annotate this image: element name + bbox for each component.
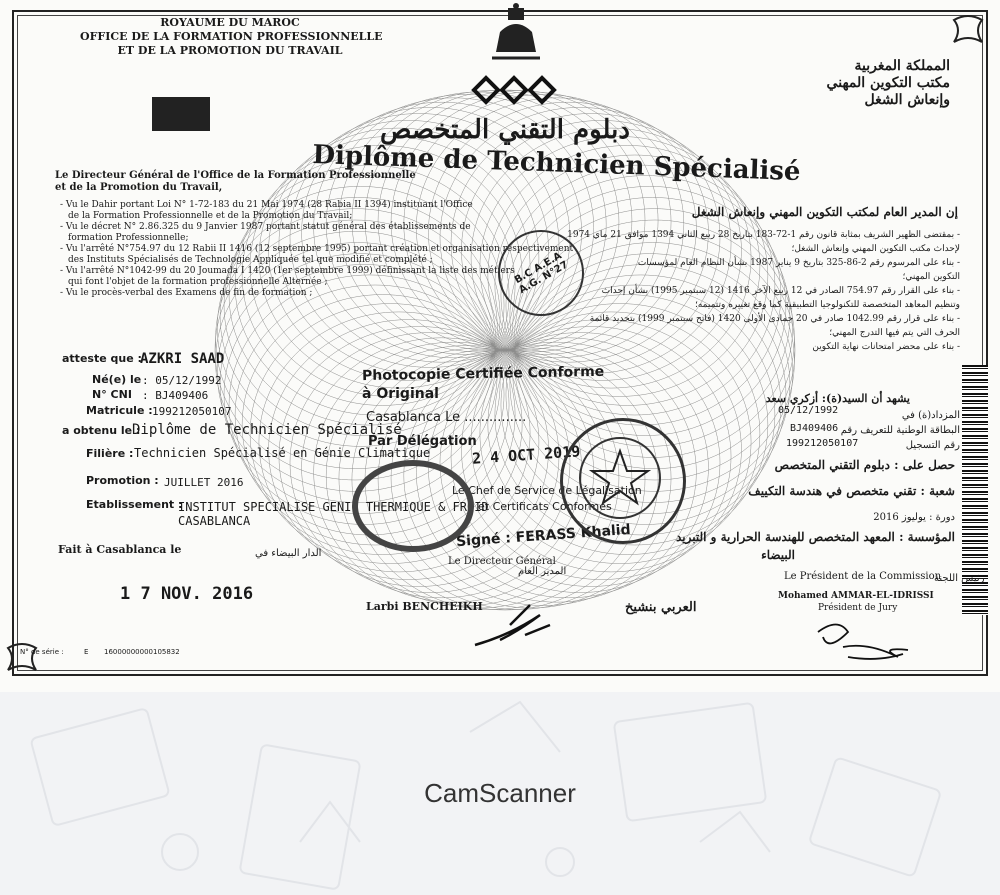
dg-title-ar: المدير العام [518, 566, 567, 577]
dg-title: Le Directeur Général [448, 556, 556, 567]
camscanner-label: CamScanner [424, 778, 576, 808]
matricule-value: 199212050107 [152, 405, 232, 418]
stamp-signer: Signé : FERASS Khalid [455, 521, 632, 551]
ne-value: : 05/12/1992 [142, 374, 222, 387]
star-seal-icon [563, 421, 677, 535]
matricule-ar-value: 199212050107 [786, 438, 859, 449]
corner-ornament-icon [950, 12, 986, 48]
atteste-label: atteste que : [62, 352, 142, 365]
serial-letter: E [84, 648, 89, 656]
serial-label: N° de série : [20, 648, 64, 656]
cni-ar-value: BJ409406 [790, 423, 839, 434]
filiere-value: Technicien Spécialisé en Génie Climatique [134, 446, 431, 460]
session-ar: دورة : يوليوز 2016 [873, 512, 955, 523]
header-ar: المملكة المغربية مكتب التكوين المهني وإنعاش الشغل [826, 58, 950, 108]
stamp-line2: à Original [362, 386, 439, 402]
ofppt-logo [470, 70, 562, 110]
cni-ar-label: البطاقة الوطنية للتعريف رقم [840, 425, 960, 436]
atteste-value: AZKRI SAAD [140, 351, 225, 367]
filiere-ar: شعبة : تقني متخصص في هندسة التكييف [748, 484, 955, 498]
round-stamp-bc: B.C A.E.A A.G. N°27 [498, 230, 584, 316]
president-role: Président de Jury [818, 603, 898, 613]
filiere-label: Filière : [86, 447, 134, 460]
stamp-date: 2 4 OCT 2019 [471, 442, 581, 468]
promotion-value: JUILLET 2016 [164, 476, 244, 489]
preamble-list-ar: - بمقتضى الظهير الشريف بمثابة قانون رقم 1-72-183 بتاريخ 28 ربيع الثاني 1394 موافق 21 ماي 1974 لإحداث مكتب التكوين المهني وإنعاش الشغل؛ - بناء على المرسوم رقم 2-86-325 بتاريخ 9 يناير 1987 بشأن النظام العام لمؤسسات التكوين المهني؛ - بناء على القرار رقم 754.97 الصادر في 12 ربيع الآخر 1416 (12 سبتمبر 1995) بشأن إحداث وتنظيم المعاهد المتخصصة للتكنولوجيا التطبيقية كما وقع تغييره وتتميمه؛ - بناء على قرار رقم 1042.99 صادر في 20 جمادى الأولى 1420 (فاتح سبتمبر 1999) بتحديد قائمة الحرف التي يتم فيها التدرج المهني؛ - بناء على محضر امتحانات نهاية التكوين [567, 230, 960, 352]
stamp-line4: Par Délégation [368, 434, 477, 449]
issue-date: 1 7 NOV. 2016 [120, 584, 254, 604]
atteste-ar: يشهد أن السيد(ة): أزكري سعد [765, 392, 910, 405]
redacted-photo-area [152, 97, 210, 131]
header-fr: ROYAUME DU MAROC OFFICE DE LA FORMATION PROFESSIONNELLE ET DE LA PROMOTION DU TRAVAIL [80, 16, 383, 57]
matricule-ar-label: رقم التسجيل [905, 440, 960, 451]
ne-ar-value: 05/12/1992 [778, 405, 839, 416]
city-ar: البيضاء [761, 548, 795, 562]
preamble-vu-list: - Vu le Dahir portant Loi N° 1-72-183 du 21 Mai 1974 (28 Rabia II 1394) instituant l'Office de la Formation Professionnelle et de la Promotion du Travail; - Vu le décret N° 2.86.325 du 9 Janvier 1987 portant statut général des établissements de formation Professionnelle; - Vu l'arrêté N°754.97 du 12 Rabii II 1416 (12 septembre 1995) portant création et organisation respectivement des Instituts Spécialisés de Technologie Appliquée tel que modifié et complété ; - Vu l'arrêté N°1042-99 du 20 Joumada I 1420 (1er septembre 1999) définissant la liste des métiers qui font l'objet de la formation professionnelle Alternée ; - Vu le procès-verbal des Examens de fin de formation ; [60, 200, 574, 298]
obtenu-ar: حصل على : دبلوم التقني المتخصص [774, 458, 955, 472]
cni-value: : BJ409406 [142, 389, 209, 402]
royal-emblem [486, 2, 546, 60]
preamble-intro-fr: Le Directeur Général de l'Office de la Formation Professionnelle et de la Promotion du Travail, [55, 170, 416, 193]
president-title-ar: رئيس اللجنة [934, 573, 985, 584]
serial-number: 16000000000105832 [104, 648, 180, 656]
ne-label: Né(e) le [92, 373, 142, 386]
president-title: Le Président de la Commission [784, 571, 942, 582]
title-arabic: دبلوم التقني المتخصص [380, 115, 630, 145]
preamble-intro-ar: إن المدير العام لمكتب التكوين المهني وإنعاش الشغل [691, 205, 958, 219]
etablissement-label: Etablissement : [86, 498, 183, 511]
fait-ar: الدار البيضاء في [255, 548, 322, 559]
stamp-line6: et Certificats Conformes [478, 500, 612, 513]
stamp-line1: Photocopie Certifiée Conforme [361, 363, 605, 385]
dg-name: Larbi BENCHEIKH [366, 600, 483, 613]
obtenu-label: a obtenu le : [62, 424, 141, 437]
stamp-line3: Casablanca Le ............... [366, 410, 527, 425]
cni-label: N° CNI [92, 388, 132, 401]
president-signature [808, 612, 918, 668]
promotion-label: Promotion : [86, 474, 159, 487]
ne-ar-label: المزداد(ة) في [901, 410, 960, 421]
etab-ar: المؤسسة : المعهد المتخصص للهندسة الحرارية و التبريد [675, 530, 955, 544]
ink-stamp-blot [352, 460, 474, 552]
legalisation-seal [560, 418, 686, 544]
dg-signature [470, 595, 580, 655]
etablissement-value: INSTITUT SPECIALISE GENIE THERMIQUE & FROID CASABLANCA [178, 500, 489, 528]
dg-name-ar: العربي بنشيخ [625, 600, 697, 615]
matricule-label: Matricule : [86, 404, 153, 417]
title-french: Diplôme de Technicien Spécialisé [311, 140, 802, 188]
obtenu-value: Diplôme de Technicien Spécialisé [132, 422, 402, 438]
president-name: Mohamed AMMAR-EL-IDRISSI [778, 591, 934, 601]
stamp-line5: Le Chef de Service de Légalisation [452, 484, 642, 497]
corner-ornament-icon [4, 640, 40, 676]
fait-a-label: Fait à Casablanca le [58, 543, 182, 556]
